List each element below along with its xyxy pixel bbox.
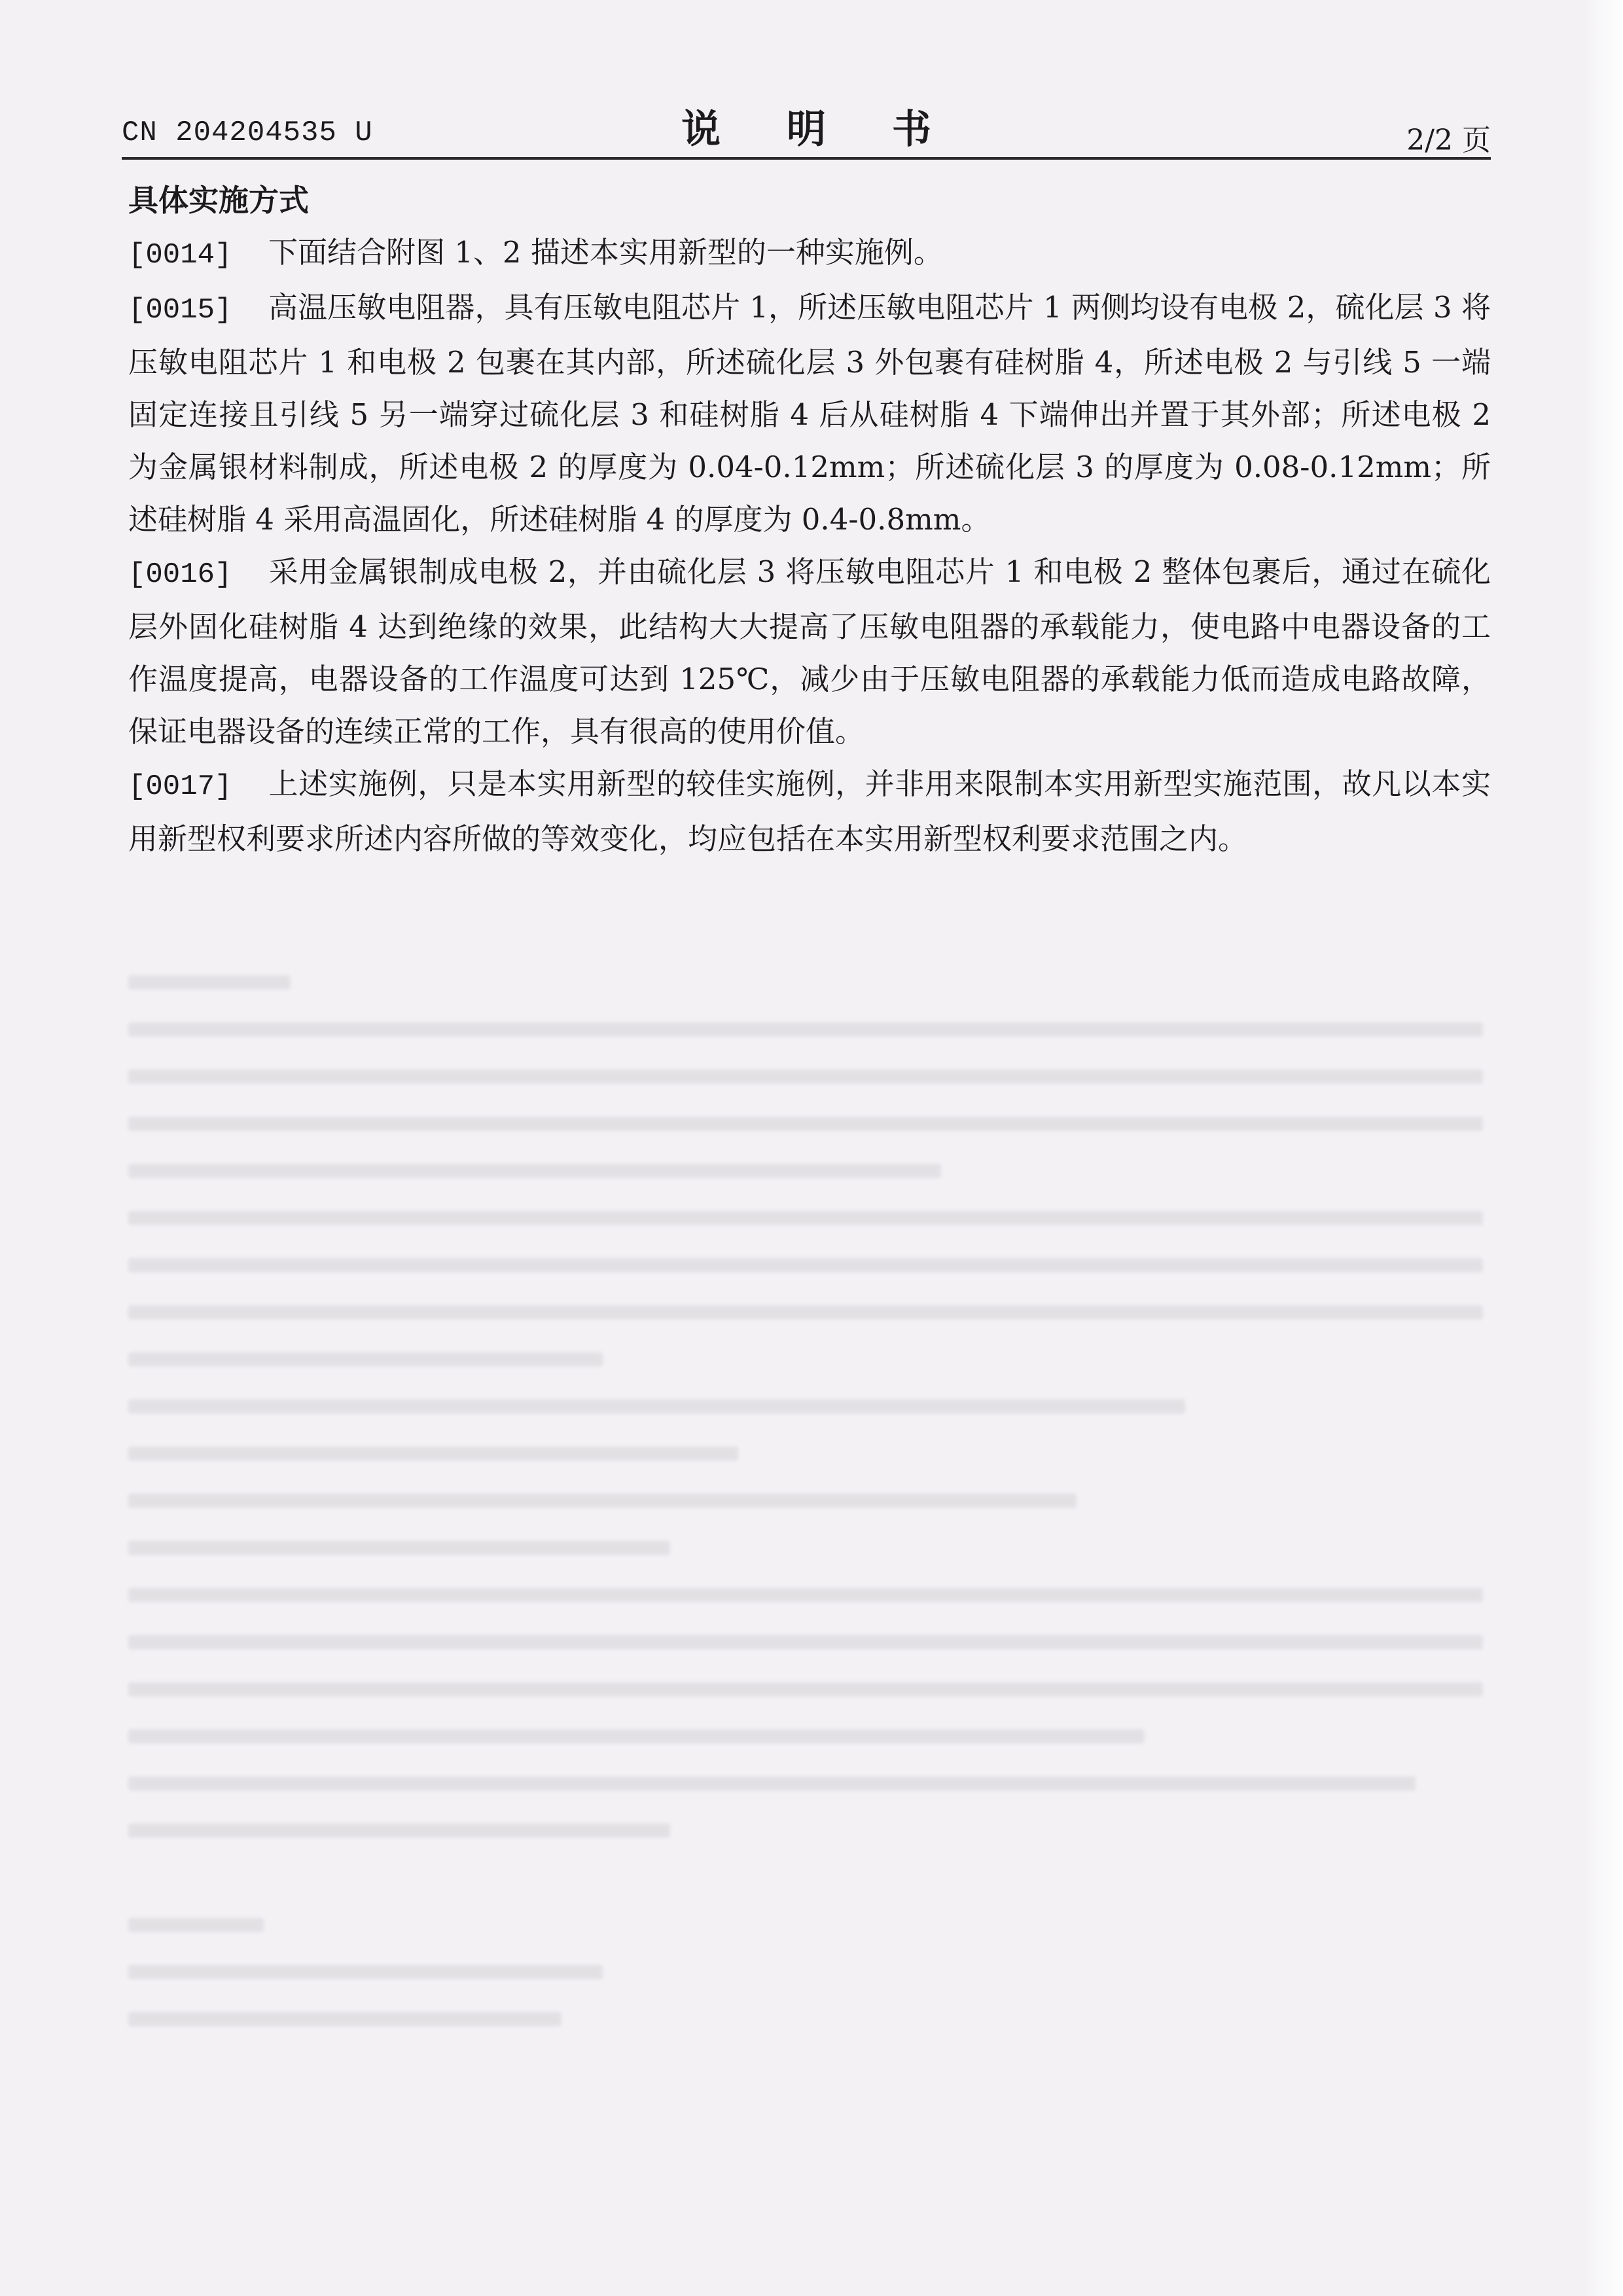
- paragraph-text: 上述实施例，只是本实用新型的较佳实施例，并非用来限制本实用新型实施范围，故凡以本实用新型权利要求所述内容所做的等效变化，均应包括在本实用新型权利要求范围之内。: [128, 766, 1491, 856]
- paragraph-number: [0016]: [128, 558, 232, 591]
- document-title: 说 明 书: [681, 107, 957, 152]
- page-header: [122, 98, 1491, 161]
- paragraph-text: 下面结合附图 1、2 描述本实用新型的一种实施例。: [268, 235, 943, 270]
- page-number: 2/2 页: [1406, 124, 1491, 157]
- paragraph-0016: [128, 546, 1491, 758]
- header-rule: [122, 157, 1491, 160]
- document-body: [128, 174, 1491, 865]
- reverse-side-show-through: [128, 975, 1483, 2219]
- paragraph-0014: [128, 226, 1491, 281]
- paragraph-number: [0017]: [128, 770, 232, 803]
- paragraph-number: [0015]: [128, 294, 232, 327]
- paragraph-text: 采用金属银制成电极 2，并由硫化层 3 将压敏电阻芯片 1 和电极 2 整体包裹后，通过在硫化层外固化硅树脂 4 达到绝缘的效果，此结构大大提高了压敏电阻器的承载能力，使电路中电器设备的工作温度提高，电器设备的工作温度可达到 125℃，减少由于压敏电阻器的承载能力低而造成电路故障，保证电器设备的连续正常的工作，具有很高的使用价值。: [128, 554, 1491, 749]
- scan-edge: [1584, 0, 1623, 2296]
- paragraph-text: 高温压敏电阻器，具有压敏电阻芯片 1，所述压敏电阻芯片 1 两侧均设有电极 2，硫化层 3 将压敏电阻芯片 1 和电极 2 包裹在其内部，所述硫化层 3 外包裹有硅树脂 4，所述电极 2 与引线 5 一端固定连接且引线 5 另一端穿过硫化层 3 和硅树脂 4 后从硅树脂 4 下端伸出并置于其外部；所述电极 2 为金属银材料制成，所述电极 2 的厚度为 0.04-0.12mm；所述硫化层 3 的厚度为 0.08-0.12mm；所述硅树脂 4 采用高温固化，所述硅树脂 4 的厚度为 0.4-0.8mm。: [128, 290, 1491, 537]
- paragraph-0015: [128, 281, 1491, 546]
- paragraph-0017: [128, 758, 1491, 865]
- patent-number: CN 204204535 U: [122, 117, 373, 149]
- section-heading: 具体实施方式: [128, 183, 309, 218]
- paragraph-number: [0014]: [128, 239, 232, 272]
